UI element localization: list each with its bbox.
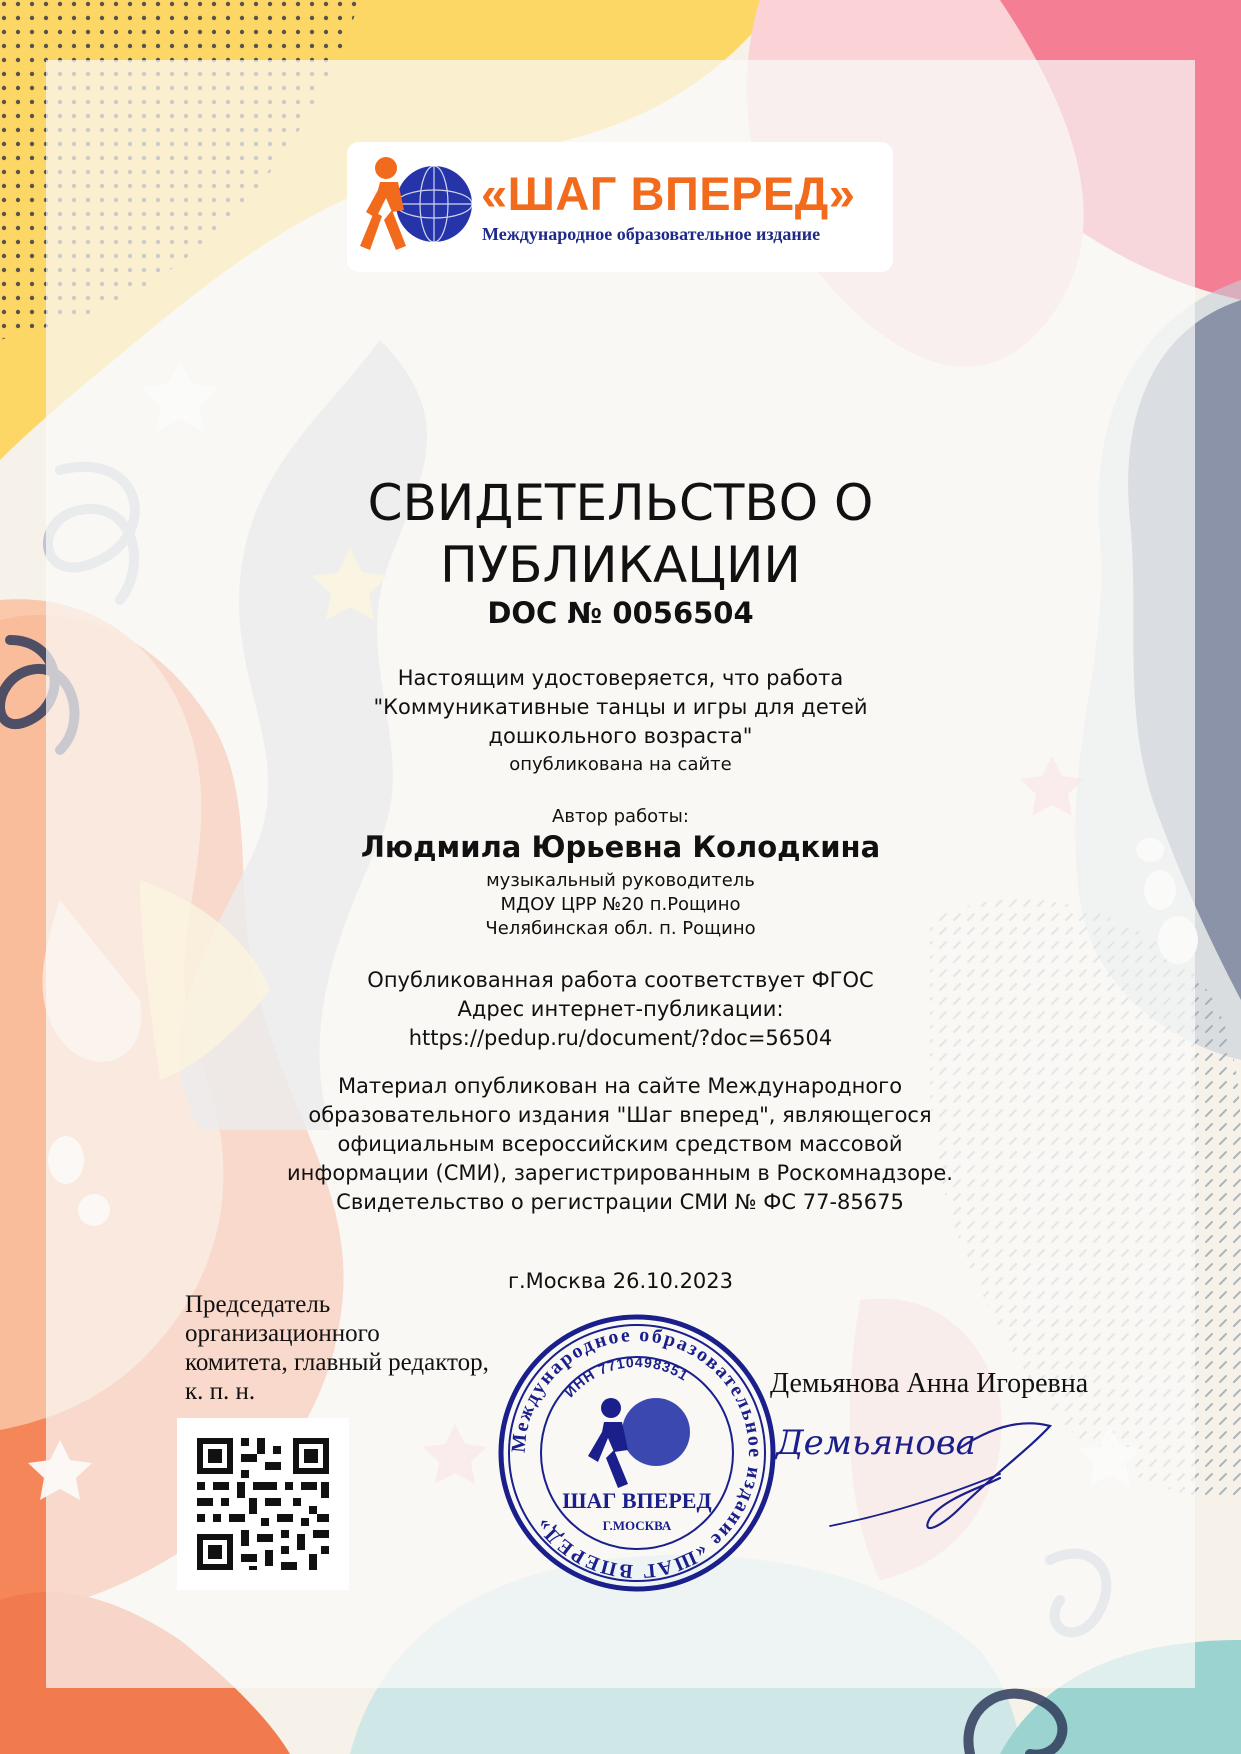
publication-info (0, 966, 1241, 1053)
stamp-inn: ИНН 7710498351 (561, 1353, 692, 1401)
author-position: музыкальный руководитель (486, 870, 755, 891)
issue-date: г.Москва 26.10.2023 (507, 1269, 734, 1293)
author-label: Автор работы: (552, 806, 689, 827)
author-location: Челябинская обл. п. Рощино (485, 918, 756, 939)
walking-man-globe-icon (352, 146, 478, 268)
publisher-stamp (496, 1312, 778, 1594)
stamp-center-title: ШАГ ВПЕРЕД (562, 1488, 712, 1513)
fgos-line: Опубликованная работа соответствует ФГОС (367, 968, 874, 992)
address-label: Адрес интернет-публикации: (457, 997, 784, 1021)
stamp-city: Г.МОСКВА (602, 1518, 672, 1533)
registration-text: Материал опубликован на сайте Международного образовательного издания "Шаг вперед", являющегося официальным всероссийским средством массовой информации (СМИ), зарегистрированным в Роскомнадзоре. Свидетельство о регистрации СМИ № ФС 77-85675 (287, 1074, 953, 1214)
handwritten-signature (770, 1418, 1070, 1538)
role-line: организационного (185, 1320, 380, 1347)
intro-line: "Коммуникативные танцы и игры для детей (373, 695, 868, 719)
author-name: Людмила Юрьевна Колодкина (360, 830, 881, 864)
role-line: к. п. н. (185, 1378, 256, 1405)
role-line: Председатель (185, 1291, 331, 1318)
author-organization: МДОУ ЦРР №20 п.Рощино (500, 894, 741, 915)
publisher-subtitle: Международное образовательное издание (482, 224, 821, 244)
intro-line: дошкольного возраста" (488, 724, 753, 748)
published-on-site: опубликована на сайте (509, 754, 732, 775)
certificate-title: СВИДЕТЕЛЬСТВО О ПУБЛИКАЦИИ (367, 474, 874, 594)
stamp-outer-text: Международное образовательное издание «ШАГ ВПЕРЕД» (507, 1323, 767, 1583)
signer-role (185, 1290, 545, 1406)
certificate-intro (0, 664, 1241, 751)
document-number: DOC № 0056504 (487, 596, 754, 630)
role-line: комитета, главный редактор, (185, 1349, 489, 1376)
qr-code-icon (177, 1418, 349, 1590)
intro-line: Настоящим удостоверяется, что работа (397, 666, 844, 690)
signer-name: Демьянова Анна Игоревна (770, 1368, 1089, 1399)
signature-text: Демьянова (776, 1423, 976, 1463)
publisher-name: «ШАГ ВПЕРЕД» (481, 167, 856, 220)
publication-url: https://pedup.ru/document/?doc=56504 (408, 1026, 833, 1050)
